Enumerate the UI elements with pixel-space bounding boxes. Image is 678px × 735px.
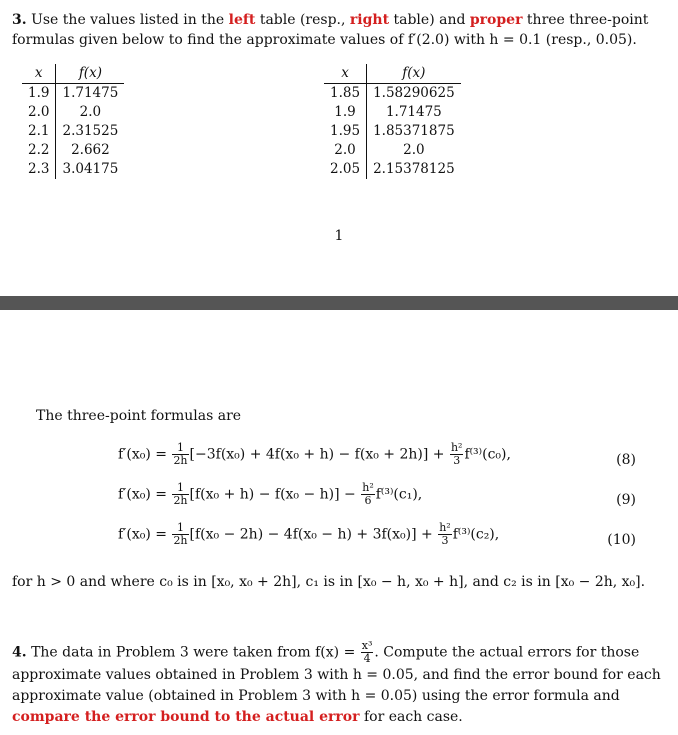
problem-3-text-b: table (resp.,: [259, 12, 346, 28]
table-cell: 1.71475: [62, 85, 119, 101]
column-header-x: x: [22, 64, 56, 84]
column-header-fx: f(x): [56, 64, 124, 84]
error-fraction: $\frac{\text{h²}}{3}$: [439, 521, 451, 547]
problem-4-statement: [12, 640, 668, 728]
formula-10: [118, 522, 499, 547]
error-term: f⁽³⁾(c₁),: [375, 486, 423, 503]
table-row: [324, 122, 461, 141]
equation-number: (10): [607, 532, 636, 548]
problem-3-text-c: table) and: [393, 12, 466, 28]
table-row: [22, 122, 124, 141]
formula-9: [118, 482, 422, 507]
table-cell: 2.662: [71, 142, 110, 158]
error-term: f⁽³⁾(c₂),: [452, 526, 500, 543]
table-row: [22, 160, 124, 179]
formula-lhs: f′(x₀) =: [118, 446, 167, 463]
problem-4-number: 4.: [12, 644, 27, 661]
right-data-table: [324, 64, 461, 179]
table-row: [324, 160, 461, 179]
left-emphasis: left: [228, 12, 256, 28]
function-fraction: $\frac{\text{x³}}{4}$: [361, 639, 373, 665]
formula-8: [118, 442, 511, 467]
error-fraction: $\frac{\text{h²}}{6}$: [362, 481, 374, 507]
proper-emphasis: proper: [469, 12, 523, 28]
table-row: [22, 84, 124, 104]
right-emphasis: right: [349, 12, 390, 28]
document-page-1: [0, 0, 678, 296]
table-row: [324, 141, 461, 160]
table-header-row: [22, 64, 124, 84]
table-row: [22, 103, 124, 122]
table-cell: 2.0: [403, 142, 425, 158]
table-cell: 2.0: [79, 104, 102, 120]
table-row: [324, 84, 461, 104]
formula-body: [f(x₀ − 2h) − 4f(x₀ − h) + 3f(x₀)] +: [189, 526, 433, 543]
problem-4-text-c: for each case.: [363, 709, 463, 725]
formulas-intro: The three-point formulas are: [36, 408, 242, 424]
compare-emphasis: compare the error bound to the actual error: [12, 709, 360, 725]
page-number: 1: [334, 228, 344, 244]
problem-3-text-d: three three-point formulas given below to find the approximate values of f′(2.0) with h = 0.1 (resp., 0.05).: [12, 12, 649, 48]
formula-lhs: f′(x₀) =: [118, 486, 167, 503]
table-cell: 2.1: [22, 122, 56, 141]
problem-3-number: 3.: [12, 12, 27, 28]
table-cell: 2.3: [22, 160, 56, 179]
table-cell: 2.2: [22, 141, 56, 160]
column-header-fx: f(x): [367, 64, 461, 84]
table-cell: 2.31525: [62, 123, 119, 139]
problem-4-text-b: . Compute the actual errors for those approximate values obtained in Problem 3 with h = 0.05, and find the error bound for each approximate value (obtained in Problem 3 with h = 0.05) using the error formula and: [12, 644, 661, 704]
page-divider: [0, 296, 678, 310]
table-cell: 1.58290625: [373, 85, 455, 101]
table-cell: 1.9: [324, 103, 367, 122]
table-cell: 3.04175: [62, 161, 119, 177]
coefficient-fraction: $\frac{1}{2h}$: [173, 481, 188, 507]
table-cell: 2.15378125: [373, 161, 455, 177]
table-cell: 1.71475: [385, 104, 442, 120]
equation-number: (8): [616, 452, 636, 468]
formula-body: [−3f(x₀) + 4f(x₀ + h) − f(x₀ + 2h)] +: [189, 446, 445, 463]
table-row: [324, 103, 461, 122]
table-row: [22, 141, 124, 160]
error-term: f⁽³⁾(c₀),: [464, 446, 511, 463]
table-cell: 2.0: [22, 103, 56, 122]
formulas-condition: for h > 0 and where c₀ is in [x₀, x₀ + 2h], c₁ is in [x₀ − h, x₀ + h], and c₂ is in [x₀ − 2h, x₀].: [12, 574, 646, 590]
left-data-table: [22, 64, 124, 179]
formula-body: [f(x₀ + h) − f(x₀ − h)] −: [189, 486, 356, 503]
table-cell: 2.0: [324, 141, 367, 160]
table-header-row: [324, 64, 461, 84]
table-cell: 2.05: [324, 160, 367, 179]
table-cell: 1.9: [22, 84, 56, 104]
document-page-2: [0, 310, 678, 735]
problem-3-text-a: Use the values listed in the: [31, 12, 225, 28]
equation-number: (9): [616, 492, 636, 508]
column-header-x: x: [324, 64, 367, 84]
table-cell: 1.95: [324, 122, 367, 141]
problem-3-statement: [12, 10, 668, 50]
problem-4-text-a: The data in Problem 3 were taken from f(x) =: [31, 644, 356, 661]
coefficient-fraction: $\frac{1}{2h}$: [173, 441, 188, 467]
formula-lhs: f′(x₀) =: [118, 526, 167, 543]
coefficient-fraction: $\frac{1}{2h}$: [173, 521, 188, 547]
table-cell: 1.85371875: [373, 123, 455, 139]
error-fraction: $\frac{\text{h²}}{3}$: [450, 441, 463, 467]
table-cell: 1.85: [324, 84, 367, 104]
